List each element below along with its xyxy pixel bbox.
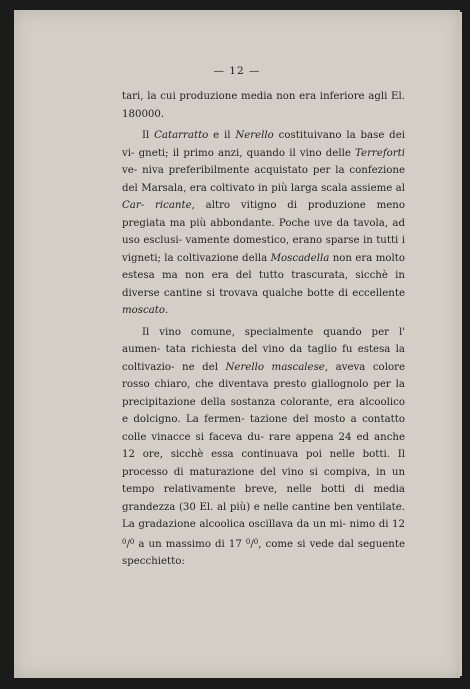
text-line: tata richiesta del vino da taglio fu estesa la coltivazio- bbox=[122, 344, 405, 373]
italic-term: Moscadella bbox=[270, 252, 330, 264]
text-line: sostanza colorante, era alcoolico e dolcigno. La fermen- bbox=[122, 396, 405, 425]
italic-term: Car- bbox=[122, 200, 145, 211]
paragraph-p1 bbox=[122, 127, 405, 320]
text-line: si trovava qualche botte di eccellente moscato. bbox=[122, 287, 405, 316]
text-line: vamente domestico, erano sparse in tutti i vigneti; la bbox=[122, 235, 405, 264]
italic-term: moscato bbox=[122, 305, 166, 316]
text-line: Marsala, era coltivato in più larga scala assieme al Car- bbox=[122, 182, 405, 211]
text-line: poi nelle botti. Il processo di maturazione del vino si bbox=[122, 449, 405, 478]
text-line: tazione del mosto a contatto colle vinacce si faceva du- bbox=[122, 414, 405, 443]
italic-term: Catarratto bbox=[154, 130, 209, 141]
text-line: coltivazione della Moscadella non era molto estesa ma bbox=[122, 252, 405, 281]
text-line: rare appena 24 ed anche 12 ore, sicchè essa continuava bbox=[122, 431, 405, 460]
text-line: gneti; il primo anzi, quando il vino delle Terreforti ve- bbox=[122, 147, 405, 176]
paragraph-p2 bbox=[122, 324, 405, 571]
paragraph-p0 bbox=[122, 88, 405, 123]
page-number: — 12 — bbox=[213, 65, 261, 77]
text-line: di media grandezza (30 El. al più) e nelle cantine ben bbox=[122, 484, 405, 513]
text-line: dal seguente specchietto: bbox=[122, 538, 405, 567]
text-line: compiva, in un tempo relativamente breve, nelle botti bbox=[122, 466, 406, 495]
text-line: El. 180000. bbox=[122, 91, 405, 120]
text-line: non era del tutto trascurata, sicchè in diverse cantine bbox=[122, 270, 405, 299]
text-line: nimo di 12 $^0$/$^0$ a un massimo di 17 $^0$/$^0$, come si vede bbox=[122, 519, 405, 550]
text-line: più abbondante. Poche uve da tavola, ad uso esclusi- bbox=[122, 217, 405, 246]
text-line: tari, la cui produzione media non era inferiore agli bbox=[122, 91, 388, 102]
text-line: niva preferibilmente acquistato per la confezione del bbox=[122, 165, 405, 194]
text-line: ne del Nerello mascalese, aveva colore rosso chiaro, che bbox=[122, 361, 405, 390]
text-line: ricante, altro vitigno di produzione meno pregiata ma bbox=[122, 200, 405, 229]
italic-term: Nerello bbox=[235, 130, 274, 141]
text-line: ventilate. La gradazione alcoolica oscillava da un mi- bbox=[122, 501, 405, 530]
italic-term: Terreforti bbox=[355, 147, 405, 159]
body-text bbox=[122, 88, 405, 571]
text-line: diventava presto giallognolo per la precipitazione della bbox=[122, 379, 405, 408]
italic-term: Nerello mascalese bbox=[225, 361, 325, 373]
italic-term: ricante bbox=[155, 200, 192, 211]
book-page bbox=[14, 10, 460, 678]
text-line: Il vino comune, specialmente quando per l' aumen- bbox=[122, 326, 405, 355]
text-line: Il Catarratto e il Nerello costituivano la base dei vi- bbox=[122, 130, 405, 159]
